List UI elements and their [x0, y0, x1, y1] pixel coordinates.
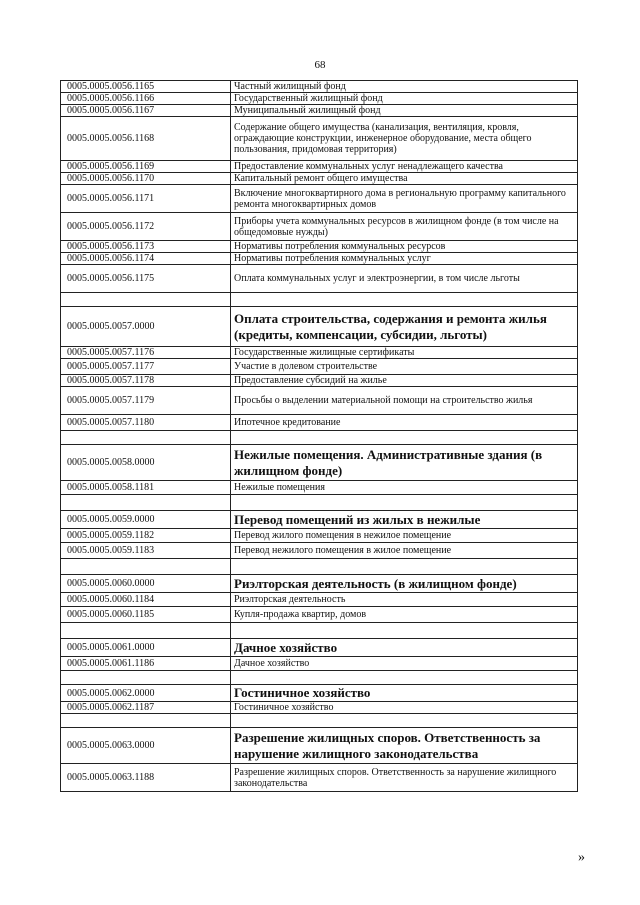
row-code [61, 714, 231, 728]
row-code: 0005.0005.0057.1177 [61, 359, 231, 375]
row-description [231, 623, 578, 639]
row-description: Капитальный ремонт общего имущества [231, 173, 578, 185]
row-code [61, 623, 231, 639]
row-code: 0005.0005.0056.1175 [61, 265, 231, 293]
row-code: 0005.0005.0059.1182 [61, 529, 231, 543]
blank-row [61, 623, 578, 639]
section-heading-row [61, 511, 578, 529]
row-code: 0005.0005.0056.1171 [61, 185, 231, 213]
row-code: 0005.0005.0056.1166 [61, 93, 231, 105]
section-heading-text: Разрешение жилищных споров. Ответственность за нарушение жилищного законодательства [231, 728, 578, 764]
table-row [61, 764, 578, 792]
row-description [231, 495, 578, 511]
row-code [61, 293, 231, 307]
row-description: Риэлторская деятельность [231, 593, 578, 607]
table-row [61, 265, 578, 293]
classifier-table [60, 80, 578, 792]
row-description: Нежилые помещения [231, 481, 578, 495]
row-code: 0005.0005.0060.0000 [61, 575, 231, 593]
row-code: 0005.0005.0057.1180 [61, 415, 231, 431]
blank-row [61, 495, 578, 511]
row-code: 0005.0005.0056.1169 [61, 161, 231, 173]
row-code: 0005.0005.0056.1167 [61, 105, 231, 117]
row-description: Перевод жилого помещения в нежилое помещение [231, 529, 578, 543]
row-code: 0005.0005.0061.0000 [61, 639, 231, 657]
table-row [61, 81, 578, 93]
row-code: 0005.0005.0063.0000 [61, 728, 231, 764]
row-code: 0005.0005.0059.0000 [61, 511, 231, 529]
table-row [61, 93, 578, 105]
section-heading-row [61, 728, 578, 764]
row-code: 0005.0005.0056.1173 [61, 241, 231, 253]
section-heading-text: Нежилые помещения. Административные здания (в жилищном фонде) [231, 445, 578, 481]
row-description [231, 671, 578, 685]
row-description: Предоставление субсидий на жилье [231, 375, 578, 387]
table-row [61, 241, 578, 253]
row-code: 0005.0005.0057.1178 [61, 375, 231, 387]
table-row [61, 161, 578, 173]
blank-row [61, 671, 578, 685]
table-row [61, 117, 578, 161]
table-row [61, 607, 578, 623]
blank-row [61, 293, 578, 307]
row-description: Государственные жилищные сертификаты [231, 347, 578, 359]
section-heading-row [61, 639, 578, 657]
row-code [61, 671, 231, 685]
table-row [61, 347, 578, 359]
row-code: 0005.0005.0056.1168 [61, 117, 231, 161]
section-heading-row [61, 445, 578, 481]
row-code: 0005.0005.0063.1188 [61, 764, 231, 792]
table-row [61, 253, 578, 265]
table-row [61, 657, 578, 671]
row-code: 0005.0005.0058.0000 [61, 445, 231, 481]
row-code: 0005.0005.0057.0000 [61, 307, 231, 347]
row-code: 0005.0005.0056.1174 [61, 253, 231, 265]
row-description: Частный жилищный фонд [231, 81, 578, 93]
row-code: 0005.0005.0061.1186 [61, 657, 231, 671]
row-description: Гостиничное хозяйство [231, 702, 578, 714]
table-row [61, 173, 578, 185]
table-row [61, 529, 578, 543]
row-description [231, 431, 578, 445]
blank-row [61, 559, 578, 575]
row-description: Участие в долевом строительстве [231, 359, 578, 375]
row-code: 0005.0005.0062.0000 [61, 685, 231, 702]
row-description: Государственный жилищный фонд [231, 93, 578, 105]
row-code [61, 495, 231, 511]
row-description [231, 559, 578, 575]
row-code: 0005.0005.0057.1179 [61, 387, 231, 415]
row-code [61, 431, 231, 445]
table-row [61, 481, 578, 495]
table-row [61, 415, 578, 431]
table-row [61, 702, 578, 714]
row-description: Предоставление коммунальных услуг ненадлежащего качества [231, 161, 578, 173]
section-heading-text: Перевод помещений из жилых в нежилые [231, 511, 578, 529]
row-code: 0005.0005.0058.1181 [61, 481, 231, 495]
row-description: Нормативы потребления коммунальных ресурсов [231, 241, 578, 253]
closing-quote-mark: » [578, 850, 585, 865]
row-description: Включение многоквартирного дома в региональную программу капитального ремонта многоквартирных домов [231, 185, 578, 213]
section-heading-text: Риэлторская деятельность (в жилищном фонде) [231, 575, 578, 593]
row-description: Содержание общего имущества (канализация, вентиляция, кровля, ограждающие конструкции, инженерное оборудование, места общего пользования, придомовая территория) [231, 117, 578, 161]
row-code: 0005.0005.0060.1184 [61, 593, 231, 607]
table-row [61, 213, 578, 241]
blank-row [61, 431, 578, 445]
page-number: 68 [314, 59, 326, 71]
row-code: 0005.0005.0059.1183 [61, 543, 231, 559]
row-description: Дачное хозяйство [231, 657, 578, 671]
table-row [61, 185, 578, 213]
row-code: 0005.0005.0057.1176 [61, 347, 231, 359]
row-description [231, 293, 578, 307]
row-description: Просьбы о выделении материальной помощи на строительство жилья [231, 387, 578, 415]
row-description: Разрешение жилищных споров. Ответственность за нарушение жилищного законодательства [231, 764, 578, 792]
row-code: 0005.0005.0056.1172 [61, 213, 231, 241]
row-description: Оплата коммунальных услуг и электроэнергии, в том числе льготы [231, 265, 578, 293]
table-row [61, 387, 578, 415]
row-description: Муниципальный жилищный фонд [231, 105, 578, 117]
row-description: Ипотечное кредитование [231, 415, 578, 431]
table-row [61, 593, 578, 607]
section-heading-text: Дачное хозяйство [231, 639, 578, 657]
row-code: 0005.0005.0060.1185 [61, 607, 231, 623]
table-row [61, 359, 578, 375]
section-heading-row [61, 575, 578, 593]
section-heading-text: Оплата строительства, содержания и ремонта жилья (кредиты, компенсации, субсидии, льготы) [231, 307, 578, 347]
section-heading-row [61, 307, 578, 347]
section-heading-text: Гостиничное хозяйство [231, 685, 578, 702]
row-description: Купля-продажа квартир, домов [231, 607, 578, 623]
row-code: 0005.0005.0056.1165 [61, 81, 231, 93]
row-description: Нормативы потребления коммунальных услуг [231, 253, 578, 265]
table-row [61, 543, 578, 559]
section-heading-row [61, 685, 578, 702]
row-description: Перевод нежилого помещения в жилое помещение [231, 543, 578, 559]
row-description [231, 714, 578, 728]
row-description: Приборы учета коммунальных ресурсов в жилищном фонде (в том числе на общедомовые нужды) [231, 213, 578, 241]
table-body [61, 81, 578, 792]
table-row [61, 375, 578, 387]
row-code: 0005.0005.0056.1170 [61, 173, 231, 185]
row-code: 0005.0005.0062.1187 [61, 702, 231, 714]
blank-row [61, 714, 578, 728]
row-code [61, 559, 231, 575]
table-row [61, 105, 578, 117]
